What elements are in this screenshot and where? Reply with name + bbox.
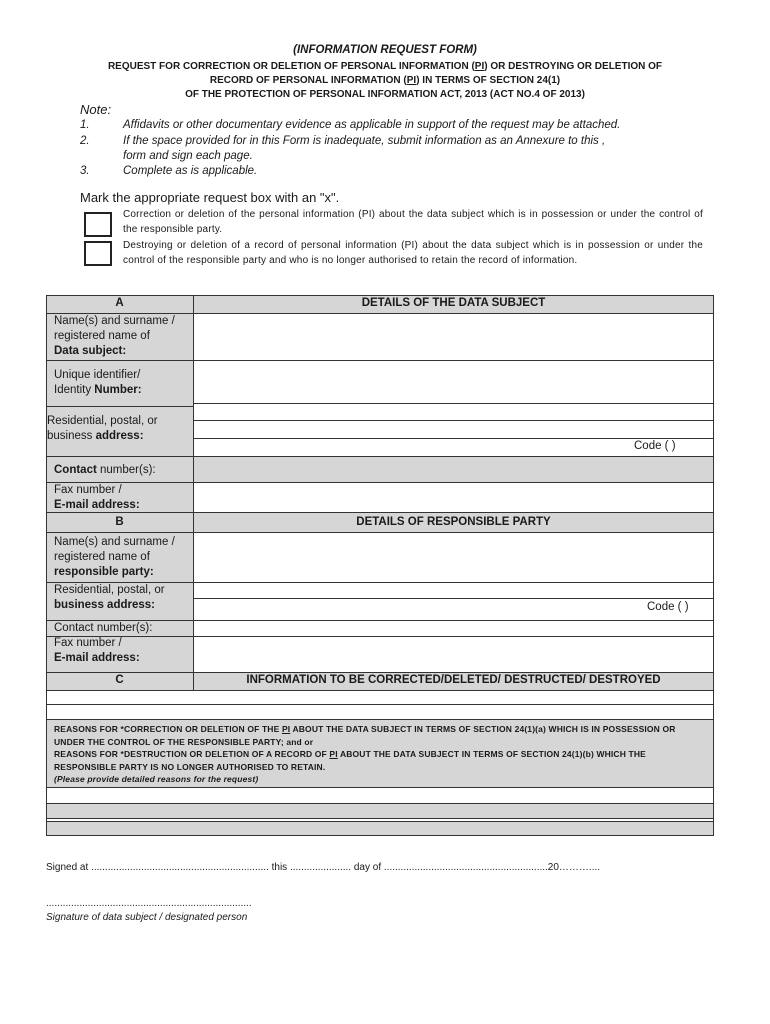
option-correction-label: Correction or deletion of the personal information (PI) about the data subject which is in possession or under the control of the responsible party. <box>123 209 703 235</box>
section-c-letter: C <box>115 674 124 686</box>
data-subject-contact-input[interactable] <box>194 457 713 481</box>
responsible-party-email-label: Fax number / E-mail address: <box>54 637 140 664</box>
data-subject-name-input[interactable] <box>194 314 713 359</box>
section-a-letter: A <box>115 297 124 309</box>
option-correction-checkbox[interactable] <box>84 212 112 237</box>
request-instruction: Mark the appropriate request box with an "x". <box>80 190 340 205</box>
option-destruction-checkbox[interactable] <box>84 241 112 266</box>
option-destruction-label: Destroying or deletion of a record of personal information (PI) about the data subject which is in possession or under the control of the responsible party and who is no longer authorised to retain the record of information. <box>123 240 703 266</box>
data-subject-email-label: Fax number / E-mail address: <box>54 484 140 511</box>
form-title: (INFORMATION REQUEST FORM) <box>293 44 477 56</box>
note-text: Affidavits or other documentary evidence as applicable in support of the request may be attached. <box>123 119 621 131</box>
data-subject-name-label: Name(s) and surname / registered name of Data subject: <box>54 315 175 357</box>
row-rule <box>46 719 714 720</box>
code-label: Code ( ) <box>647 601 689 613</box>
section-c-title: INFORMATION TO BE CORRECTED/DELETED/ DESTRUCTED/ DESTROYED <box>246 674 661 686</box>
data-subject-email-input[interactable] <box>194 483 713 511</box>
data-subject-id-input[interactable] <box>194 361 713 402</box>
note-text: form and sign each page. <box>123 150 253 162</box>
form-subtitle-line-1: REQUEST FOR CORRECTION OR DELETION OF PERSONAL INFORMATION (PI) OR DESTROYING OR DELETION OF <box>107 61 663 72</box>
reasons-text: REASONS FOR *CORRECTION OR DELETION OF THE PI ABOUT THE DATA SUBJECT IN TERMS OF SECTION 24(1)(a) WHICH IS IN POSSESSION OR UNDER THE CONTROL OF THE RESPONSIBLE PARTY; and or REASONS FOR *DESTRUCTION OR DELETION OF A RECORD OF PI ABOUT THE DATA SUBJECT IN TERMS OF SECTION 24(1)(b) WHICH THE RESPONSIBLE PARTY IS NO LONGER AUTHORISED TO RETAIN. (Please provide detailed reasons for the request) <box>54 724 676 784</box>
note-label: Note: <box>80 102 112 117</box>
data-subject-id-label: Unique identifier/ Identity Number: <box>54 369 142 396</box>
responsible-party-address-input[interactable] <box>194 583 713 619</box>
data-subject-address-label: Residential, postal, or business address: <box>47 415 158 442</box>
responsible-party-contact-input[interactable] <box>194 621 713 671</box>
note-text: Complete as is applicable. <box>123 165 258 177</box>
form-subtitle-line-3: OF THE PROTECTION OF PERSONAL INFORMATION ACT, 2013 (ACT NO.4 OF 2013) <box>185 89 585 100</box>
row-rule <box>46 512 714 513</box>
form-subtitle-line-2: RECORD OF PERSONAL INFORMATION (PI) IN TERMS OF SECTION 24(1) <box>209 75 561 86</box>
section-a-title: DETAILS OF THE DATA SUBJECT <box>361 297 546 309</box>
responsible-party-name-input[interactable] <box>194 533 713 581</box>
signed-at-line: Signed at ................................................................ this ...................... day of ...........................................................20……….... <box>46 862 601 873</box>
responsible-party-contact-label: Contact number(s): <box>54 622 153 634</box>
row-rule <box>46 406 193 407</box>
note-number: 1. <box>80 119 90 131</box>
section-b-title: DETAILS OF RESPONSIBLE PARTY <box>356 516 551 528</box>
note-text: If the space provided for in this Form is inadequate, submit information as an Annexure to this , <box>123 135 606 147</box>
code-label: Code ( ) <box>634 440 676 452</box>
row-rule <box>46 672 714 673</box>
note-number: 3. <box>80 165 90 177</box>
signature-caption: Signature of data subject / designated person <box>46 912 248 923</box>
note-number: 2. <box>80 135 90 147</box>
responsible-party-name-label: Name(s) and surname / registered name of responsible party: <box>54 536 175 578</box>
data-subject-contact-label: Contact number(s): <box>54 464 156 476</box>
signature-line: .......................................................................... <box>46 898 252 909</box>
information-to-correct-input[interactable] <box>47 691 713 718</box>
responsible-party-address-label: Residential, postal, or business address: <box>54 584 165 611</box>
section-b-letter: B <box>115 516 124 528</box>
reasons-input[interactable] <box>47 788 713 835</box>
